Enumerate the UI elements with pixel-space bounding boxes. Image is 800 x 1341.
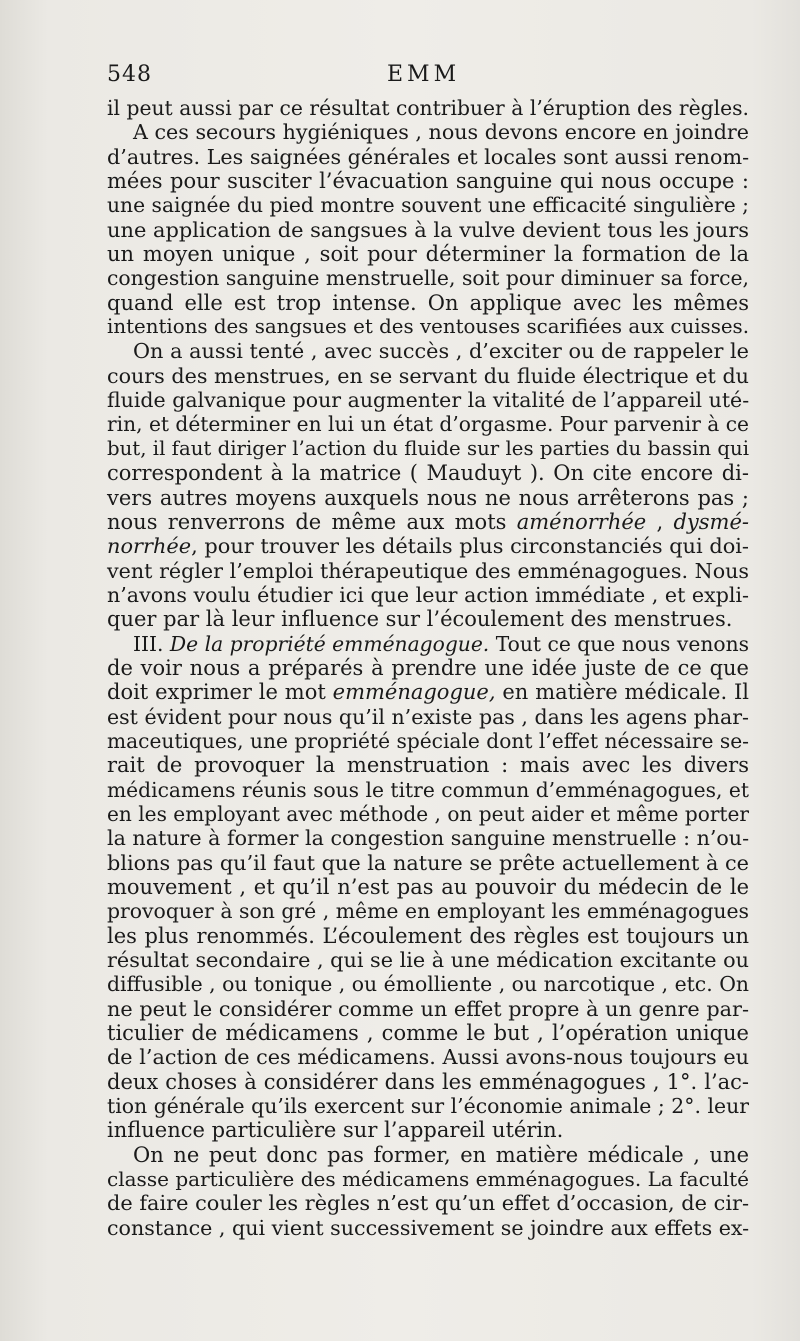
text-line: influence particulière sur l’appareil utérin. <box>107 1118 564 1143</box>
text-line: quand elle est trop intense. On applique avec les mêmes <box>107 290 749 315</box>
text-line: vers autres moyens auxquels nous ne nous arrêterons pas ; <box>107 485 749 510</box>
text-line: il peut aussi par ce résultat contribuer à l’éruption des règles. <box>107 96 749 120</box>
italic-term: norrhée <box>107 534 192 559</box>
text-line: On ne peut donc pas former, en matière médicale , une <box>133 1142 749 1167</box>
text-line: fluide galvanique pour augmenter la vitalité de l’appareil uté- <box>107 388 750 413</box>
text-line: mées pour susciter l’évacuation sanguine qui nous occupe : <box>107 169 749 194</box>
text-line: les plus renommés. L’écoulement des règles est toujours un <box>107 923 749 948</box>
text-line: médicamens réunis sous le titre commun d’emménagogues, et <box>107 777 749 802</box>
text-line: la nature à former la congestion sanguine menstruelle : n’ou- <box>107 826 750 851</box>
text-line: est évident pour nous qu’il n’existe pas , dans les agens phar- <box>107 704 749 729</box>
section-title: De la propriété emménagogue. <box>169 631 490 656</box>
text-line: d’autres. Les saignées générales et locales sont aussi renom- <box>107 144 750 169</box>
text-line: cours des menstrues, en se servant du fluide électrique et du <box>107 363 749 388</box>
running-head: EMM <box>387 62 461 87</box>
text-line: constance , qui vient successivement se joindre aux effets ex- <box>107 1215 750 1240</box>
text-line: rin, et déterminer en lui un état d’orgasme. Pour parvenir à ce <box>107 412 749 437</box>
text-line: provoquer à son gré , même en employant les emménagogues <box>107 899 749 924</box>
text-line: de l’action de ces médicamens. Aussi avons-nous toujours eu <box>107 1045 749 1070</box>
text-line: mouvement , et qu’il n’est pas au pouvoir du médecin de le <box>107 875 749 899</box>
text-line: n’avons voulu étudier ici que leur action immédiate , et expli- <box>107 582 749 607</box>
text-line: blions pas qu’il faut que la nature se prête actuellement à ce <box>107 850 749 875</box>
text-line: une saignée du pied montre souvent une efficacité singulière ; <box>107 193 749 218</box>
text-line: de faire couler les règles n’est qu’un effet d’occasion, de cir- <box>107 1191 750 1216</box>
text-line: un moyen unique , soit pour déterminer la formation de la <box>107 242 749 267</box>
body-text <box>107 96 749 1240</box>
text-line: rait de provoquer la menstruation : mais avec les divers <box>107 753 749 778</box>
text-line: de voir nous a préparés à prendre une idée juste de ce que <box>107 655 749 680</box>
text-line: résultat secondaire , qui se lie à une médication excitante ou <box>107 948 749 973</box>
text-line: congestion sanguine menstruelle, soit pour diminuer sa force, <box>107 266 749 291</box>
text-line: intentions des sangsues et des ventouses scarifiées aux cuisses. <box>107 315 749 339</box>
italic-term: emménagogue, <box>332 680 496 705</box>
text-line: classe particulière des médicamens emménagogues. La faculté <box>107 1167 749 1192</box>
text-line: doit exprimer le mot emménagogue, en matière médicale. Il <box>107 680 749 705</box>
text-line: nous renverrons de même aux mots aménorrhée , dysmé- <box>107 509 749 534</box>
text-line: diffusible , ou tonique , ou émolliente , ou narcotique , etc. On <box>107 972 749 997</box>
text-line: ne peut le considérer comme un effet propre à un genre par- <box>107 996 749 1021</box>
text-line: vent régler l’emploi thérapeutique des emménagogues. Nous <box>107 558 749 583</box>
text-line: tion générale qu’ils exercent sur l’économie animale ; 2°. leur <box>107 1094 749 1119</box>
text-line: ticulier de médicamens , comme le but , l’opération unique <box>107 1021 749 1046</box>
text-line: deux choses à considérer dans les emménagogues , 1°. l’ac- <box>107 1069 749 1094</box>
text-line: une application de sangsues à la vulve devient tous les jours <box>107 217 749 242</box>
page-header <box>107 62 747 96</box>
text-line: correspondent à la matrice ( Mauduyt ). On cite encore di- <box>107 461 749 486</box>
text-line: On a aussi tenté , avec succès , d’exciter ou de rappeler le <box>133 339 749 364</box>
text-line: A ces secours hygiéniques , nous devons encore en joindre <box>133 120 749 145</box>
text-line: maceutiques, une propriété spéciale dont l’effet nécessaire se- <box>107 728 749 753</box>
section-heading-line: III. De la propriété emménagogue. Tout ce que nous venons <box>133 631 750 656</box>
italic-term: aménorrhée <box>516 509 647 534</box>
text-line: norrhée, pour trouver les détails plus circonstanciés qui doi- <box>107 534 749 559</box>
text-line: but, il faut diriger l’action du fluide sur les parties du bassin qui <box>107 436 749 460</box>
page-number: 548 <box>107 62 152 87</box>
italic-term: dysmé- <box>673 509 749 534</box>
text-line: quer par là leur influence sur l’écoulement des menstrues. <box>107 607 733 632</box>
text-line: en les employant avec méthode , on peut aider et même porter <box>107 801 749 826</box>
